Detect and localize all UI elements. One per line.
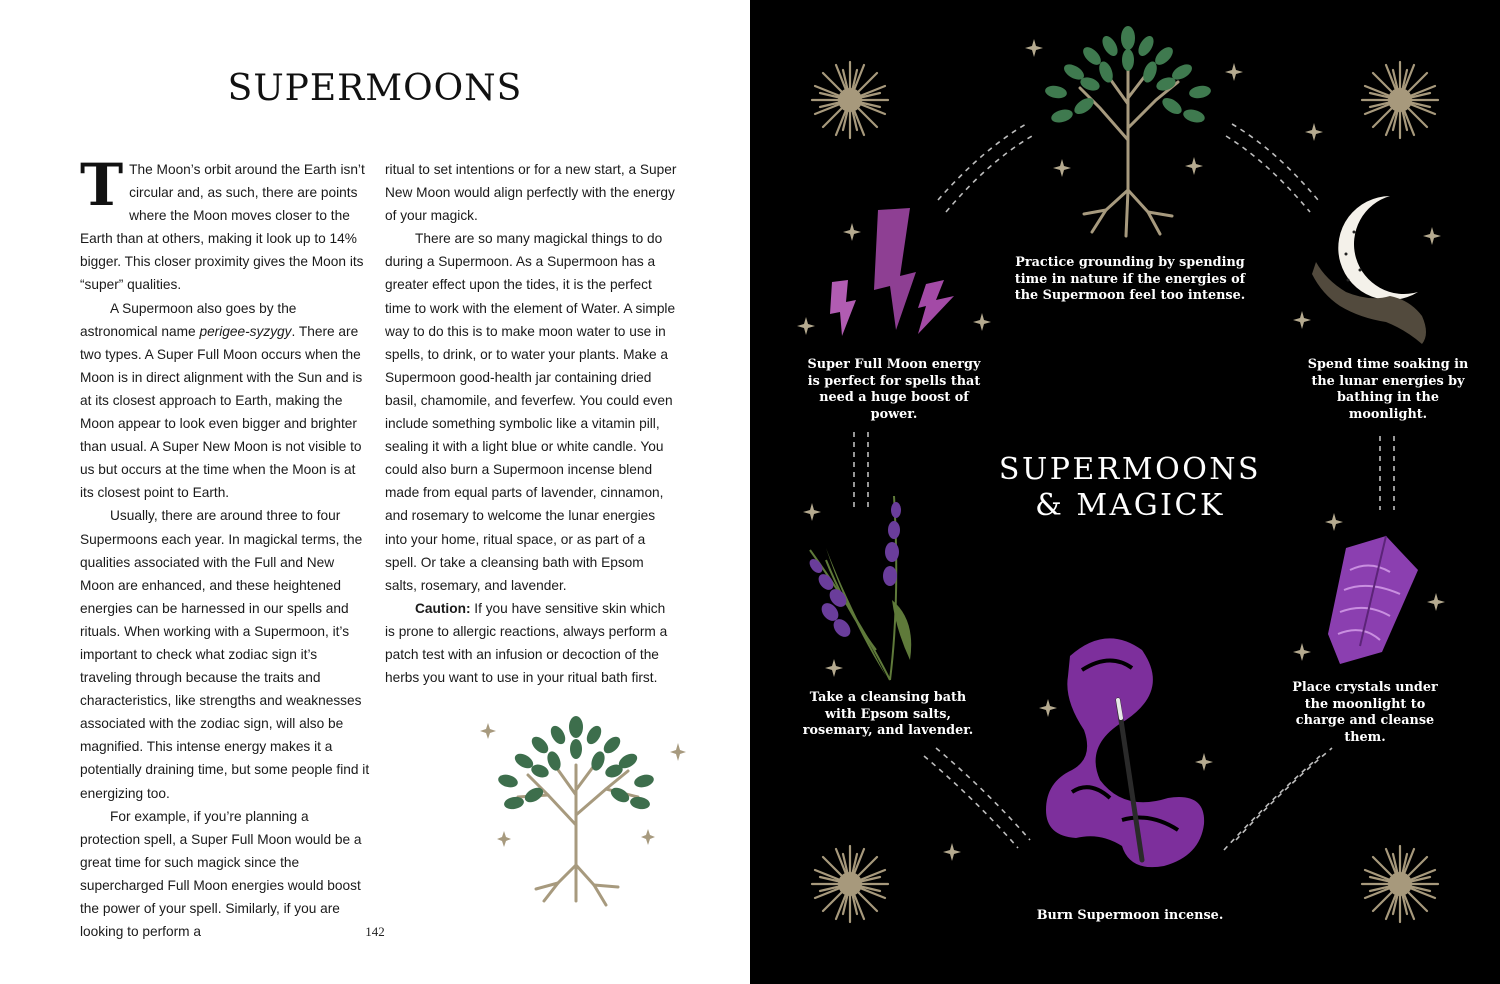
paragraph-example: For example, if you’re planning a protection spell, a Super Full Moon would be a great time for such magick since the supercharged Full Moon energies would boost the power of your spell. Similarly, if you are looking to perform a bbox=[80, 808, 362, 940]
right-page bbox=[750, 0, 1500, 984]
tree-illustration-icon bbox=[478, 705, 690, 911]
caption-cleansing-bath: Take a cleansing bath with Epsom salts, rosemary, and lavender. bbox=[802, 690, 974, 739]
incense-smoke-icon bbox=[1046, 638, 1204, 867]
section-title-line-1: SUPERMOONS bbox=[998, 452, 1262, 487]
sunburst-icon bbox=[812, 846, 888, 922]
caption-moonlight-soak: Spend time soaking in the lunar energies by bathing in the moonlight. bbox=[1307, 357, 1469, 423]
crescent-moon-hand-icon bbox=[1312, 196, 1426, 344]
paragraph-things-to-do: There are so many magickal things to do during a Supermoon. As a Supermoon has a greater effect upon the tides, it is the perfect time to work with the element of Water. A simple way to do this is to make moon water to use in spells, to drink, or to water your plants. Make a Supermoon good-health jar containing dried basil, chamomile, and feverfew. You could even include something symbolic like a vitamin pill, sealing it with a light blue or white candle. You could also burn a Supermoon incense blend made from equal parts of lavender, cinnamon, and rosemary to welcome the lunar energies into your home, ritual space, or as part of a spell. Or take a cleansing bath with Epsom salts, rosemary, and lavender. bbox=[385, 231, 676, 593]
caution-label: Caution: bbox=[415, 600, 471, 616]
drop-cap: T bbox=[80, 151, 124, 219]
section-title bbox=[970, 452, 1290, 524]
crystal-icon bbox=[1328, 536, 1418, 664]
text-column-left bbox=[80, 151, 370, 943]
caption-incense: Burn Supermoon incense. bbox=[1036, 908, 1224, 923]
lightning-bolts-icon bbox=[830, 208, 954, 336]
tree-icon bbox=[1044, 26, 1212, 236]
sunburst-icon bbox=[812, 62, 888, 138]
caution-text: If you have sensitive skin which is prone to allergic reactions, always perform a patch test with an infusion or decoction of the herbs you want to use in your ritual bath first. bbox=[385, 600, 668, 686]
paragraph-frequency: Usually, there are around three to four Supermoons each year. In magickal terms, the qualities associated with the Full and New Moon are enhanced, and these heightened energies can be harnessed in our spells and rituals. When working with a Supermoon, it’s important to check what zodiac sign it’s traveling through because the traits and characteristics, like strengths and weaknesses associated with the zodiac sign, will also be magnified. This intense energy makes it a potentially draining time, but some people find it energizing too. bbox=[80, 508, 370, 801]
paragraph-continued: ritual to set intentions or for a new start, a Super New Moon would align perfectly with the energy of your magick. bbox=[385, 162, 677, 224]
paragraph-types bbox=[80, 297, 370, 505]
paragraph-intro-text: The Moon’s orbit around the Earth isn’t circular and, as such, there are points where the Moon moves closer to the Earth than at others, making it look up to 14% bigger. This closer proximity gives the Moon its “super” qualities. bbox=[80, 162, 365, 293]
paragraph-intro bbox=[80, 151, 370, 297]
text-column-right bbox=[385, 158, 677, 689]
section-title-line-2: & MAGICK bbox=[1035, 488, 1225, 523]
term-perigee-syzygy: perigee-syzygy bbox=[199, 323, 292, 339]
page-number: 142 bbox=[365, 924, 385, 939]
caption-full-moon: Super Full Moon energy is perfect for spells that need a huge boost of power. bbox=[807, 357, 981, 423]
sunburst-icon bbox=[1362, 62, 1438, 138]
paragraph-types-text-a: A Supermoon also goes by the astronomical name bbox=[80, 300, 297, 339]
page-title: SUPERMOONS bbox=[227, 68, 523, 109]
sunburst-icon bbox=[1362, 846, 1438, 922]
lavender-icon bbox=[807, 496, 911, 680]
caption-crystals: Place crystals under the moonlight to charge and cleanse them. bbox=[1292, 680, 1438, 746]
paragraph-caution bbox=[385, 597, 677, 689]
paragraph-types-text-b: . There are two types. A Super Full Moon occurs when the Moon is in direct alignment with the Sun and is at its closest approach to Earth, making the Moon appear to look even bigger and brighter than usual. A Super New Moon is not visible to us but occurs at the time when the Moon is at its closest point to Earth. bbox=[80, 323, 363, 501]
caption-grounding: Practice grounding by spending time in nature if the energies of the Supermoon feel too intense. bbox=[1014, 255, 1246, 304]
